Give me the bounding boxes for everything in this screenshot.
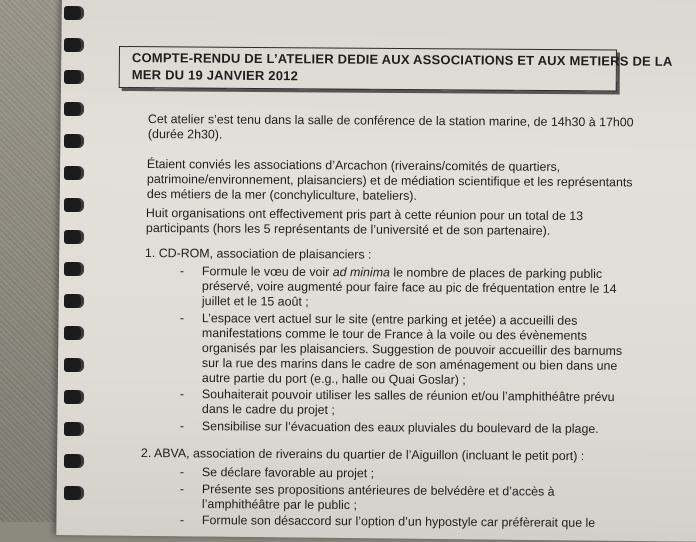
section-heading: 2. ABVA, association de riverains du quartier de l’Aiguillon (incluant le petit port) :: [140, 446, 585, 464]
list-item-line: sur la rue des marins dans le cadre de son aménagement ou bien dans une: [201, 356, 618, 373]
list-item: - Se déclare favorable au projet ;: [179, 465, 375, 481]
paragraph-line: des métiers de la mer (conchyliculture, bateliers).: [146, 187, 417, 203]
list-item: - Sensibilise sur l’évacuation des eaux pluviales du boulevard de la plage.: [179, 419, 599, 436]
paragraph-line: (durée 2h30).: [147, 127, 223, 142]
document-title-line-2: MER DU 19 JANVIER 2012: [131, 67, 299, 84]
list-item-line: organisés par les plaisanciers. Suggestion de pouvoir accueillir des barnums: [201, 341, 623, 358]
paragraph-line: participants (hors les 5 représentants de l’université et de son partenaire).: [145, 221, 551, 238]
paragraph-line: Étaient conviés les associations d’Arcachon (riverains/comités de quartiers,: [146, 157, 561, 174]
section-heading: 1. CD-ROM, association de plaisanciers :: [144, 246, 372, 262]
document-title-line-1: COMPTE-RENDU DE L’ATELIER DEDIE AUX ASSOCIATIONS ET AUX METIERS DE LA: [131, 50, 673, 69]
list-item-line: préservé, voire augmenté pour faire face au pic de fréquentation entre le 14: [201, 279, 617, 296]
title-box: [119, 46, 673, 91]
list-item: - L’espace vert actuel sur le site (entre parking et jetée) a accueilli des: [179, 311, 578, 328]
paragraph-line: Cet atelier s’est tenu dans la salle de conférence de la station marine, de 14h30 à 17h00: [147, 112, 634, 130]
list-item: - Formule le vœu de voir ad minima le nombre de places de parking public: [179, 264, 603, 281]
list-item: - Souhaiterait pouvoir utiliser les salles de réunion et/ou l’amphithéâtre prévu: [179, 387, 615, 405]
paragraph-line: Huit organisations ont effectivement pris part à cette réunion pour un total de 13: [145, 206, 584, 224]
paragraph-line: patrimoine/environnement, plaisanciers) et de médiation scientifique et les représentants: [146, 172, 633, 190]
list-item: - Formule son désaccord sur l’option d’un hypostyle car préfèrerait que le: [179, 513, 596, 530]
list-item-line: juillet et le 15 août ;: [201, 294, 309, 309]
list-item-line: manifestations comme le tour de France à la voile ou des évènements: [201, 326, 587, 343]
list-item-line: dans le cadre du projet ;: [201, 402, 335, 417]
list-item-line: l’amphithéâtre par le public ;: [201, 497, 357, 513]
list-item-line: autre partie du port (e.g., halle ou Quai Goslar) ;: [201, 371, 466, 387]
list-item: - Présente ses propositions antérieures de belvédère et d’accès à: [179, 482, 555, 499]
